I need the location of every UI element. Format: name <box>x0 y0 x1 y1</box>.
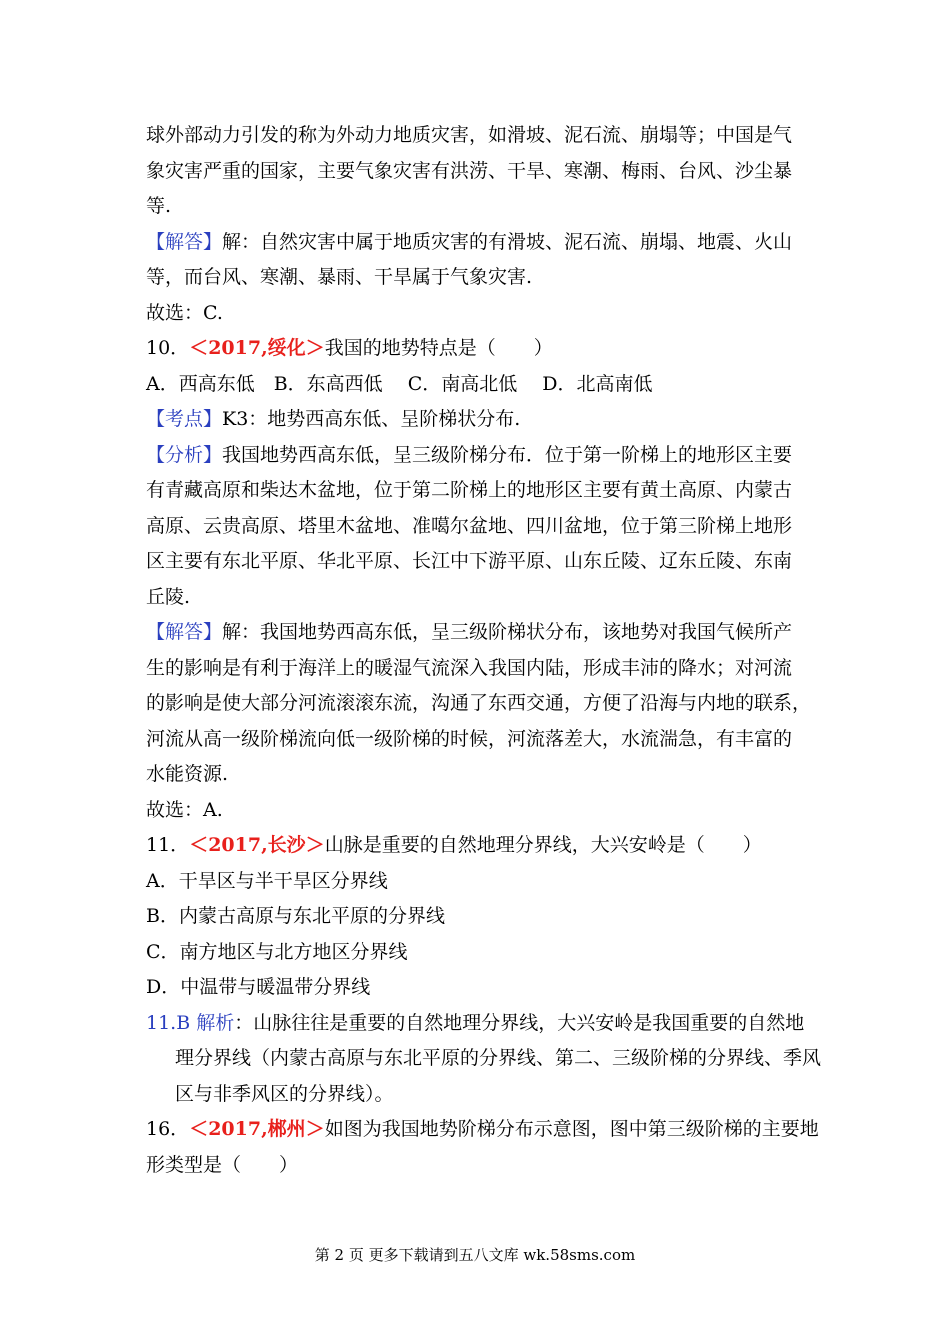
kaodian-text: K3：地势西高东低、呈阶梯状分布. <box>222 408 521 430</box>
q10-choice: 故选：A. <box>146 798 223 821</box>
q10-fenxi-line: 高原、云贵高原、塔里木盆地、准噶尔盆地、四川盆地，位于第三阶梯上地形 <box>146 514 793 537</box>
q10-jieda-line: 河流从高一级阶梯流向低一级阶梯的时候，河流落差大，水流湍急，有丰富的 <box>146 727 793 750</box>
q11-answer-line: 理分界线（内蒙古高原与东北平原的分界线、第二、三级阶梯的分界线、季风 <box>175 1047 822 1069</box>
answer-text: 解：自然灾害中属于地质灾害的有滑坡、泥石流、崩塌、地震、火山 <box>222 230 793 253</box>
text-line: 等. <box>146 195 172 217</box>
question-text: 山脉是重要的自然地理分界线，大兴安岭是（ ） <box>324 834 762 856</box>
q10-kaodian <box>146 402 826 438</box>
q11-option: D．中温带与暖温带分界线 <box>146 976 371 998</box>
q16-stem-line: 形类型是（ ） <box>146 1153 299 1176</box>
page-footer: 第 2 页 更多下载请到五八文库 wk.58sms.com <box>314 1246 636 1264</box>
answer-text: ：山脉往往是重要的自然地理分界线，大兴安岭是我国重要的自然地 <box>234 1011 805 1034</box>
text-line: 象灾害严重的国家，主要气象灾害有洪涝、干旱、寒潮、梅雨、台风、沙尘暴 <box>146 159 793 182</box>
question-text: 如图为我国地势阶梯分布示意图，图中第三级阶梯的主要地 <box>324 1118 819 1140</box>
q10-jieda-line: 水能资源. <box>146 763 229 785</box>
text-line: 球外部动力引发的称为外动力地质灾害，如滑坡、泥石流、崩塌等；中国是气 <box>146 124 793 146</box>
answer-tag: 【解答】 <box>146 230 223 253</box>
q10-fenxi <box>146 438 826 474</box>
q9-answer-line: 等，而台风、寒潮、暴雨、干旱属于气象灾害. <box>146 266 533 288</box>
jieda-text: 解：我国地势西高东低，呈三级阶梯状分布，该地势对我国气候所产 <box>222 621 793 643</box>
question-text: 我国的地势特点是（ ） <box>324 337 553 359</box>
kaodian-tag: 【考点】 <box>146 408 223 430</box>
question-source: ＜2017,郴州＞ <box>189 1118 325 1140</box>
question-number: 10． <box>146 337 190 359</box>
q10-options: A．西高东低 B．东高西低 C．南高北低 D．北高南低 <box>146 372 653 395</box>
question-source: ＜2017,绥化＞ <box>189 337 325 359</box>
q10-jieda-line: 生的影响是有利于海洋上的暖湿气流深入我国内陆，形成丰沛的降水；对河流 <box>146 656 793 679</box>
question-number: 11． <box>146 834 190 856</box>
q9-answer-line <box>146 225 826 261</box>
question-source: ＜2017,长沙＞ <box>189 834 325 856</box>
q11-answer <box>146 1006 826 1042</box>
fenxi-tag: 【分析】 <box>146 443 223 466</box>
q11-option: B．内蒙古高原与东北平原的分界线 <box>146 905 445 927</box>
q9-choice: 故选：C. <box>146 301 223 324</box>
fenxi-text: 我国地势西高东低，呈三级阶梯分布．位于第一阶梯上的地形区主要 <box>222 443 793 466</box>
q11-stem <box>146 828 826 864</box>
jieda-tag: 【解答】 <box>146 621 223 643</box>
q11-answer-line: 区与非季风区的分界线）。 <box>175 1082 394 1105</box>
q10-jieda <box>146 615 826 651</box>
q11-option: A．干旱区与半干旱区分界线 <box>146 869 388 892</box>
question-number: 16． <box>146 1118 190 1140</box>
q10-fenxi-line: 有青藏高原和柴达木盆地，位于第二阶梯上的地形区主要有黄土高原、内蒙古 <box>146 479 793 501</box>
q16-stem <box>146 1112 826 1148</box>
q10-stem <box>146 331 826 367</box>
q10-jieda-line: 的影响是使大部分河流滚滚东流，沟通了东西交通，方便了沿海与内地的联系， <box>146 692 812 714</box>
q10-fenxi-line: 丘陵. <box>146 585 191 608</box>
document-body <box>146 118 826 1183</box>
q10-fenxi-line: 区主要有东北平原、华北平原、长江中下游平原、山东丘陵、辽东丘陵、东南 <box>146 550 793 572</box>
q11-option: C．南方地区与北方地区分界线 <box>146 940 408 963</box>
answer-tag: 11.B 解析 <box>146 1011 235 1034</box>
